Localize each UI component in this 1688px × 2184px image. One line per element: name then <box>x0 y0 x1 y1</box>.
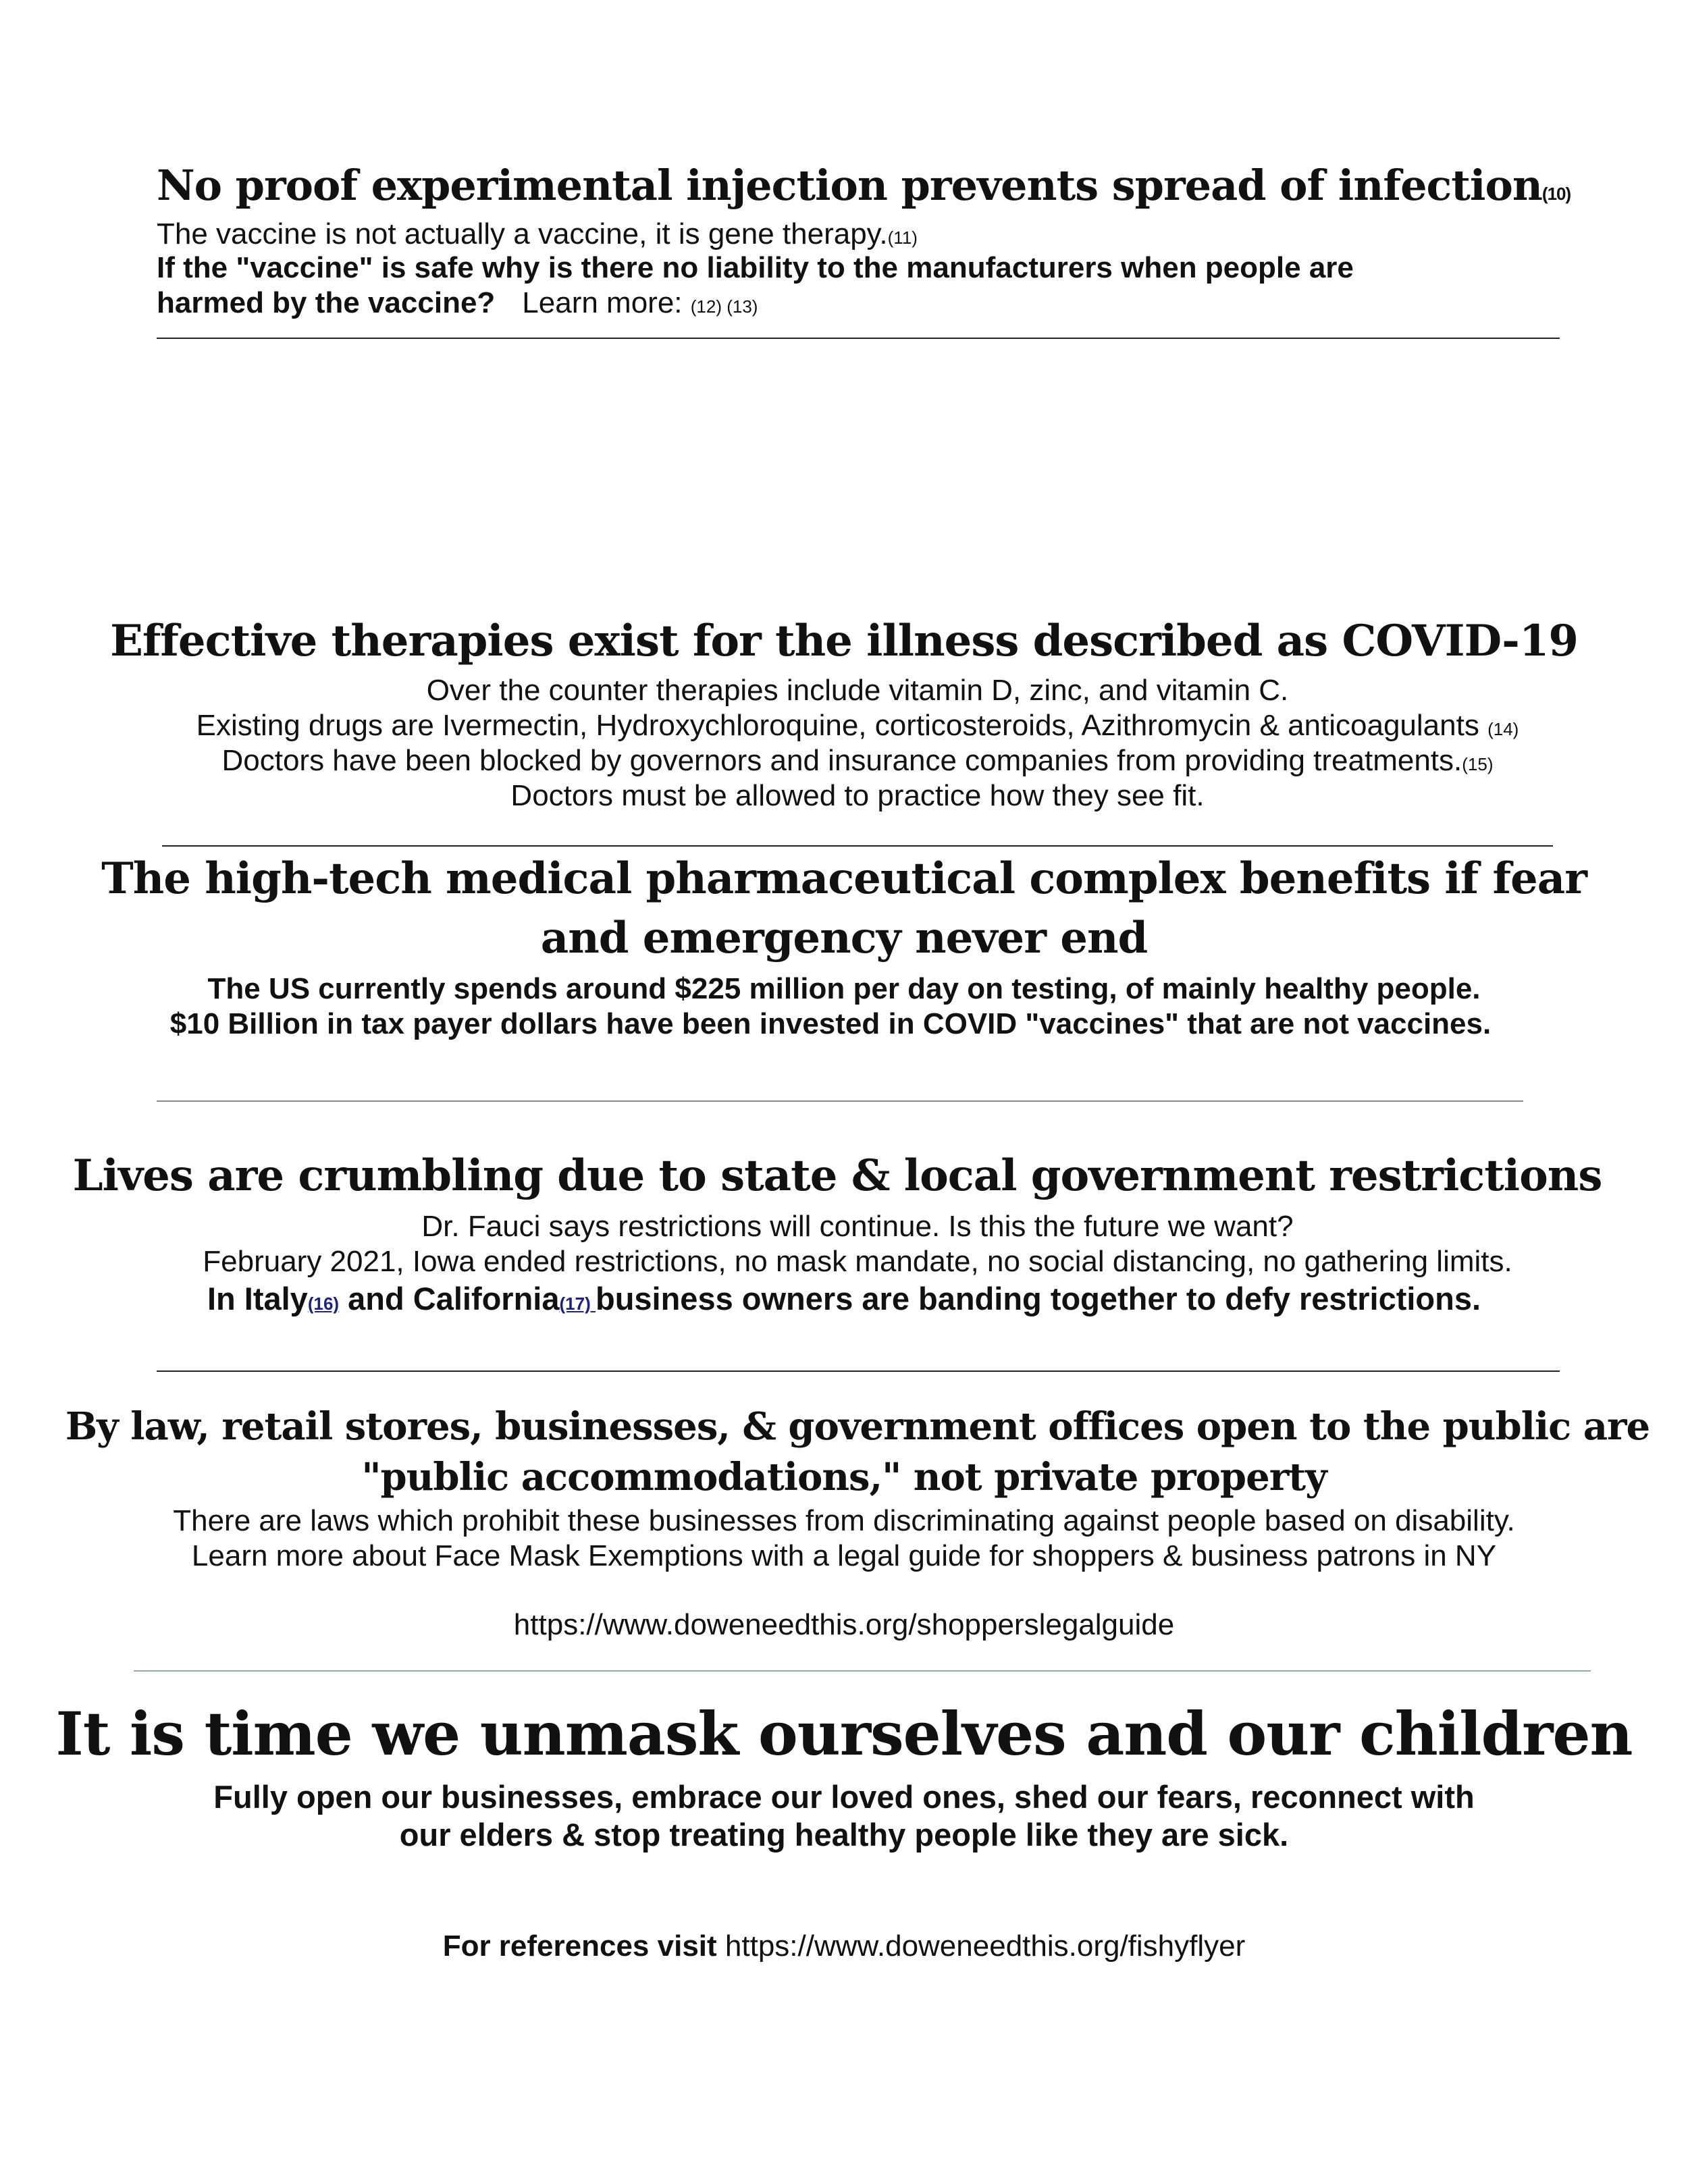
section4-line3: In Italy(16) and California(17) business owners are banding together to defy restrictions. <box>207 1281 1481 1316</box>
section3-line1: The US currently spends around $225 million per day on testing, of mainly healthy people. <box>207 972 1481 1005</box>
section4-heading: Lives are crumbling due to state & local government restrictions <box>72 1150 1602 1201</box>
references-footer <box>0 1929 1688 1963</box>
section5-heading-line2: "public accommodations," not private property <box>361 1455 1327 1499</box>
section2-line4: Doctors must be allowed to practice how they see fit. <box>510 779 1205 812</box>
citation-15: (15) <box>1462 754 1494 774</box>
section2-line1: Over the counter therapies include vitamin D, zinc, and vitamin C. <box>426 674 1289 707</box>
section1-line2: If the "vaccine" is safe why is there no liability to the manufacturers when people are <box>157 251 1354 284</box>
section2-line3: Doctors have been blocked by governors and insurance companies from providing treatments.(15) <box>221 744 1494 777</box>
section3-heading-line2: and emergency never end <box>540 913 1148 963</box>
citation-16-link[interactable]: (16) <box>307 1294 340 1314</box>
section3-line2: $10 Billion in tax payer dollars have been invested in COVID "vaccines" that are not vaccines. <box>169 1007 1492 1040</box>
section6-line2: our elders & stop treating healthy people like they are sick. <box>399 1817 1289 1853</box>
citation-17-link[interactable]: (17) <box>559 1294 596 1314</box>
section6-heading: It is time we unmask ourselves and our children <box>55 1699 1633 1769</box>
references-url[interactable]: https://www.doweneedthis.org/fishyflyer <box>724 1929 1246 1963</box>
section3-heading-line1: The high-tech medical pharmaceutical complex benefits if fear <box>101 853 1587 904</box>
divider-2 <box>162 845 1553 847</box>
section4-line2: February 2021, Iowa ended restrictions, no mask mandate, no social distancing, no gathering limits. <box>203 1245 1512 1278</box>
learn-more-label: Learn more: <box>522 286 683 319</box>
section1-heading: No proof experimental injection prevents spread of infection(10) <box>157 161 1571 210</box>
section6-line1: Fully open our businesses, embrace our loved ones, shed our fears, reconnect with <box>213 1779 1475 1815</box>
section2-line2: Existing drugs are Ivermectin, Hydroxychloroquine, corticosteroids, Azithromycin & anticoagulants (14) <box>196 709 1519 742</box>
citation-11: (11) <box>887 228 918 248</box>
section5-line1: There are laws which prohibit these businesses from discriminating against people based on disability. <box>173 1504 1515 1537</box>
section5-heading-line1: By law, retail stores, businesses, & government offices open to the public are <box>65 1404 1650 1449</box>
section1-line3: harmed by the vaccine? Learn more: (12) (13) <box>157 286 758 319</box>
section4-line1: Dr. Fauci says restrictions will continue. Is this the future we want? <box>421 1210 1294 1243</box>
citation-14: (14) <box>1487 719 1519 739</box>
divider-1 <box>157 338 1560 339</box>
divider-4 <box>157 1370 1560 1372</box>
citation-10: (10) <box>1541 184 1571 204</box>
section1-line1: The vaccine is not actually a vaccine, it is gene therapy.(11) <box>157 217 918 250</box>
section2-heading: Effective therapies exist for the illness described as COVID-19 <box>110 616 1578 666</box>
divider-5 <box>134 1670 1591 1672</box>
references-label: For references visit <box>442 1929 717 1963</box>
divider-3 <box>157 1100 1523 1102</box>
citations-12-13: (12) (13) <box>690 296 758 317</box>
section5-line2: Learn more about Face Mask Exemptions with a legal guide for shoppers & business patrons in NY <box>191 1539 1497 1572</box>
legal-guide-url[interactable]: https://www.doweneedthis.org/shopperslegalguide <box>513 1608 1175 1641</box>
